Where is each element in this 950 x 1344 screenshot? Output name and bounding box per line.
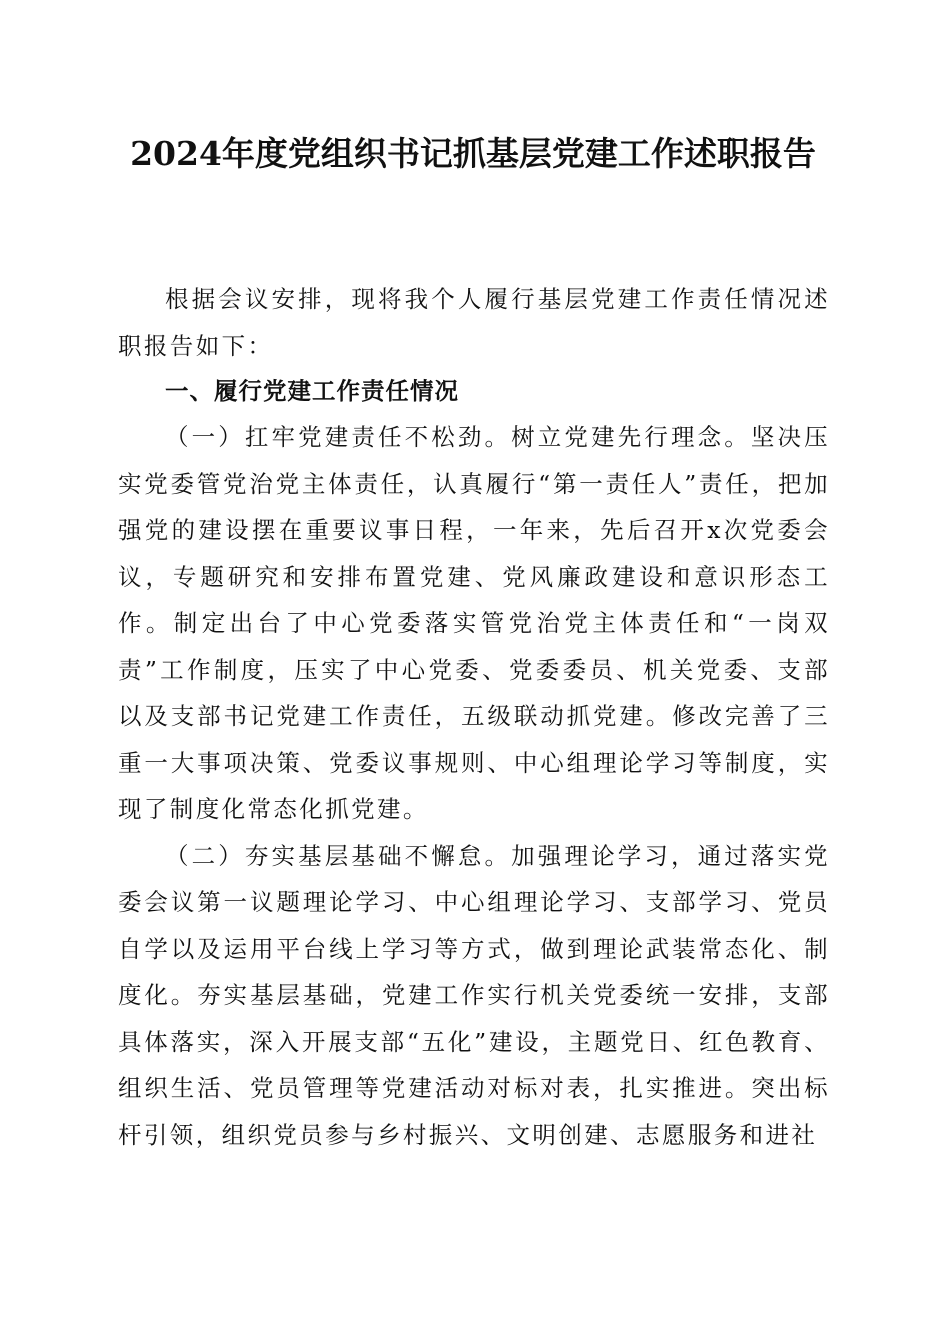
body-paragraph-2: （二）夯实基层基础不懈怠。加强理论学习，通过落实党委会议第一议题理论学习、中心组理论学习、支部学习、党员自学以及运用平台线上学习等方式，做到理论武装常态化、制度化。夯实基层基础，党建工作实行机关党委统一安排，支部具体落实，深入开展支部“五化”建设，主题党日、红色教育、组织生活、党员管理等党建活动对标对表，扎实推进。突出标杆引领，组织党员参与乡村振兴、文明创建、志愿服务和进社 — [118, 841, 830, 1149]
intro-paragraph: 根据会议安排，现将我个人履行基层党建工作责任情况述职报告如下： — [118, 285, 830, 360]
body-paragraph-1: （一）扛牢党建责任不松劲。树立党建先行理念。坚决压实党委管党治党主体责任，认真履行“第一责任人”责任，把加强党的建设摆在重要议事日程，一年来，先后召开x次党委会议，专题研究和安排布置党建、党风廉政建设和意识形态工作。制定出台了中心党委落实管党治党主体责任和“一岗双责”工作制度，压实了中心党委、党委委员、机关党委、支部以及支部书记党建工作责任，五级联动抓党建。修改完善了三重一大事项决策、党委议事规则、中心组理论学习等制度，实现了制度化常态化抓党建。 — [118, 423, 830, 823]
section-heading: 一、履行党建工作责任情况 — [165, 377, 459, 405]
document-title: 2024年度党组织书记抓基层党建工作述职报告 — [130, 134, 816, 173]
document-body — [118, 276, 830, 1158]
